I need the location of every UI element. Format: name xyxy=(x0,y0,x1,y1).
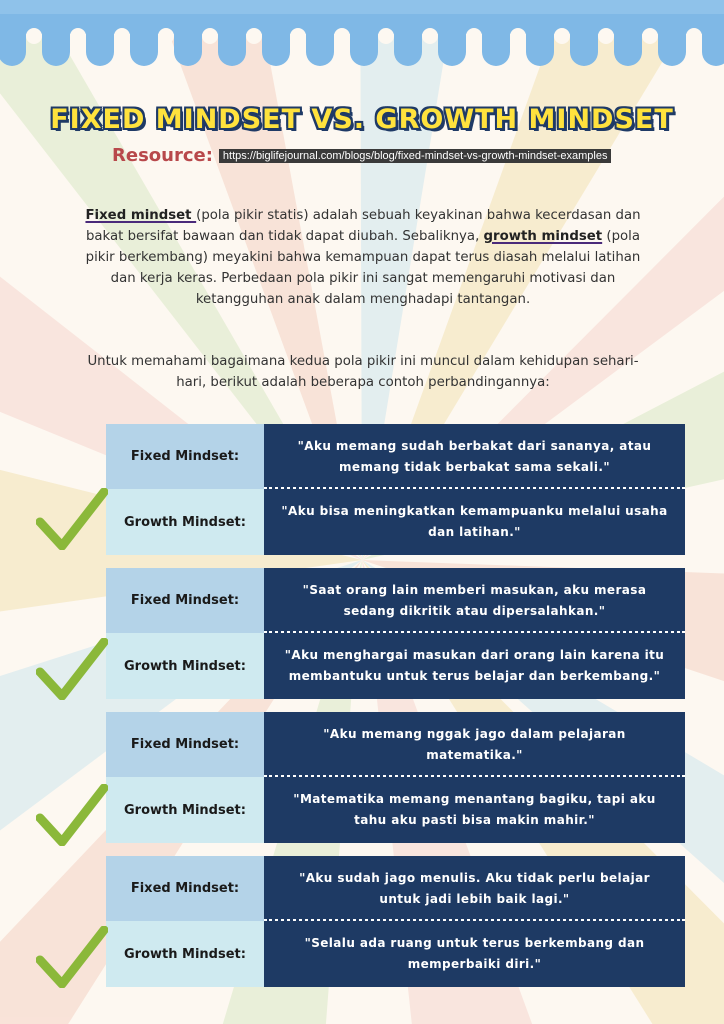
growth-mindset-row xyxy=(106,633,685,699)
growth-mindset-label: Growth Mindset: xyxy=(106,921,264,987)
growth-mindset-quote: "Selalu ada ruang untuk terus berkembang dan memperbaiki diri." xyxy=(264,921,685,987)
intro-paragraph-2: Untuk memahami bagaimana kedua pola pikir ini muncul dalam kehidupan sehari-hari, berikut adalah beberapa contoh perbandingannya: xyxy=(87,354,639,390)
growth-mindset-row xyxy=(106,777,685,843)
fixed-mindset-label: Fixed Mindset: xyxy=(106,856,264,921)
comparison-block xyxy=(106,712,685,843)
fixed-mindset-label: Fixed Mindset: xyxy=(106,568,264,633)
growth-mindset-quote: "Matematika memang menantang bagiku, tapi aku tahu aku pasti bisa makin mahir." xyxy=(264,777,685,843)
comparison-block xyxy=(106,568,685,699)
fixed-mindset-quote: "Saat orang lain memberi masukan, aku merasa sedang dikritik atau dipersalahkan." xyxy=(264,568,685,633)
page-title: FIXED MINDSET VS. GROWTH MINDSET xyxy=(50,104,674,135)
resource-label: Resource: xyxy=(112,145,213,166)
comparison-block xyxy=(106,424,685,555)
fixed-mindset-quote: "Aku memang nggak jago dalam pelajaran matematika." xyxy=(264,712,685,777)
fixed-mindset-term: Fixed mindset xyxy=(85,208,197,223)
resource-line xyxy=(112,145,611,166)
intro-paragraph xyxy=(80,205,646,310)
checkmark-icon xyxy=(36,638,108,700)
growth-mindset-quote: "Aku menghargai masukan dari orang lain karena itu membantuku untuk terus belajar dan berkembang." xyxy=(264,633,685,699)
growth-mindset-row xyxy=(106,489,685,555)
growth-mindset-quote: "Aku bisa meningkatkan kemampuanku melalui usaha dan latihan." xyxy=(264,489,685,555)
growth-mindset-label: Growth Mindset: xyxy=(106,777,264,843)
checkmark-icon xyxy=(36,784,108,846)
fixed-mindset-row xyxy=(106,424,685,489)
fixed-mindset-label: Fixed Mindset: xyxy=(106,712,264,777)
fixed-mindset-row xyxy=(106,712,685,777)
growth-mindset-term: growth mindset xyxy=(483,229,603,244)
fixed-mindset-quote: "Aku memang sudah berbakat dari sananya, atau memang tidak berbakat sama sekali." xyxy=(264,424,685,489)
resource-url[interactable]: https://biglifejournal.com/blogs/blog/fixed-mindset-vs-growth-mindset-examples xyxy=(219,149,612,163)
fixed-mindset-label: Fixed Mindset: xyxy=(106,424,264,489)
growth-mindset-description: (pola pikir berkembang) meyakini bahwa kemampuan dapat terus diasah melalui latihan dan kerja keras. Perbedaan pola pikir ini sangat memengaruhi motivasi dan ketangguhan anak dalam menghadapi tantangan. xyxy=(85,229,641,307)
growth-mindset-label: Growth Mindset: xyxy=(106,633,264,699)
checkmark-icon xyxy=(36,488,108,550)
comparison-block xyxy=(106,856,685,987)
growth-mindset-label: Growth Mindset: xyxy=(106,489,264,555)
fixed-mindset-description: (pola pikir statis) adalah sebuah keyakinan bahwa kecerdasan dan bakat bersifat bawaan dan tidak dapat diubah. Sebaliknya, xyxy=(85,208,641,244)
fixed-mindset-quote: "Aku sudah jago menulis. Aku tidak perlu belajar untuk jadi lebih baik lagi." xyxy=(264,856,685,921)
checkmark-icon xyxy=(36,926,108,988)
fixed-mindset-row xyxy=(106,568,685,633)
growth-mindset-row xyxy=(106,921,685,987)
fixed-mindset-row xyxy=(106,856,685,921)
